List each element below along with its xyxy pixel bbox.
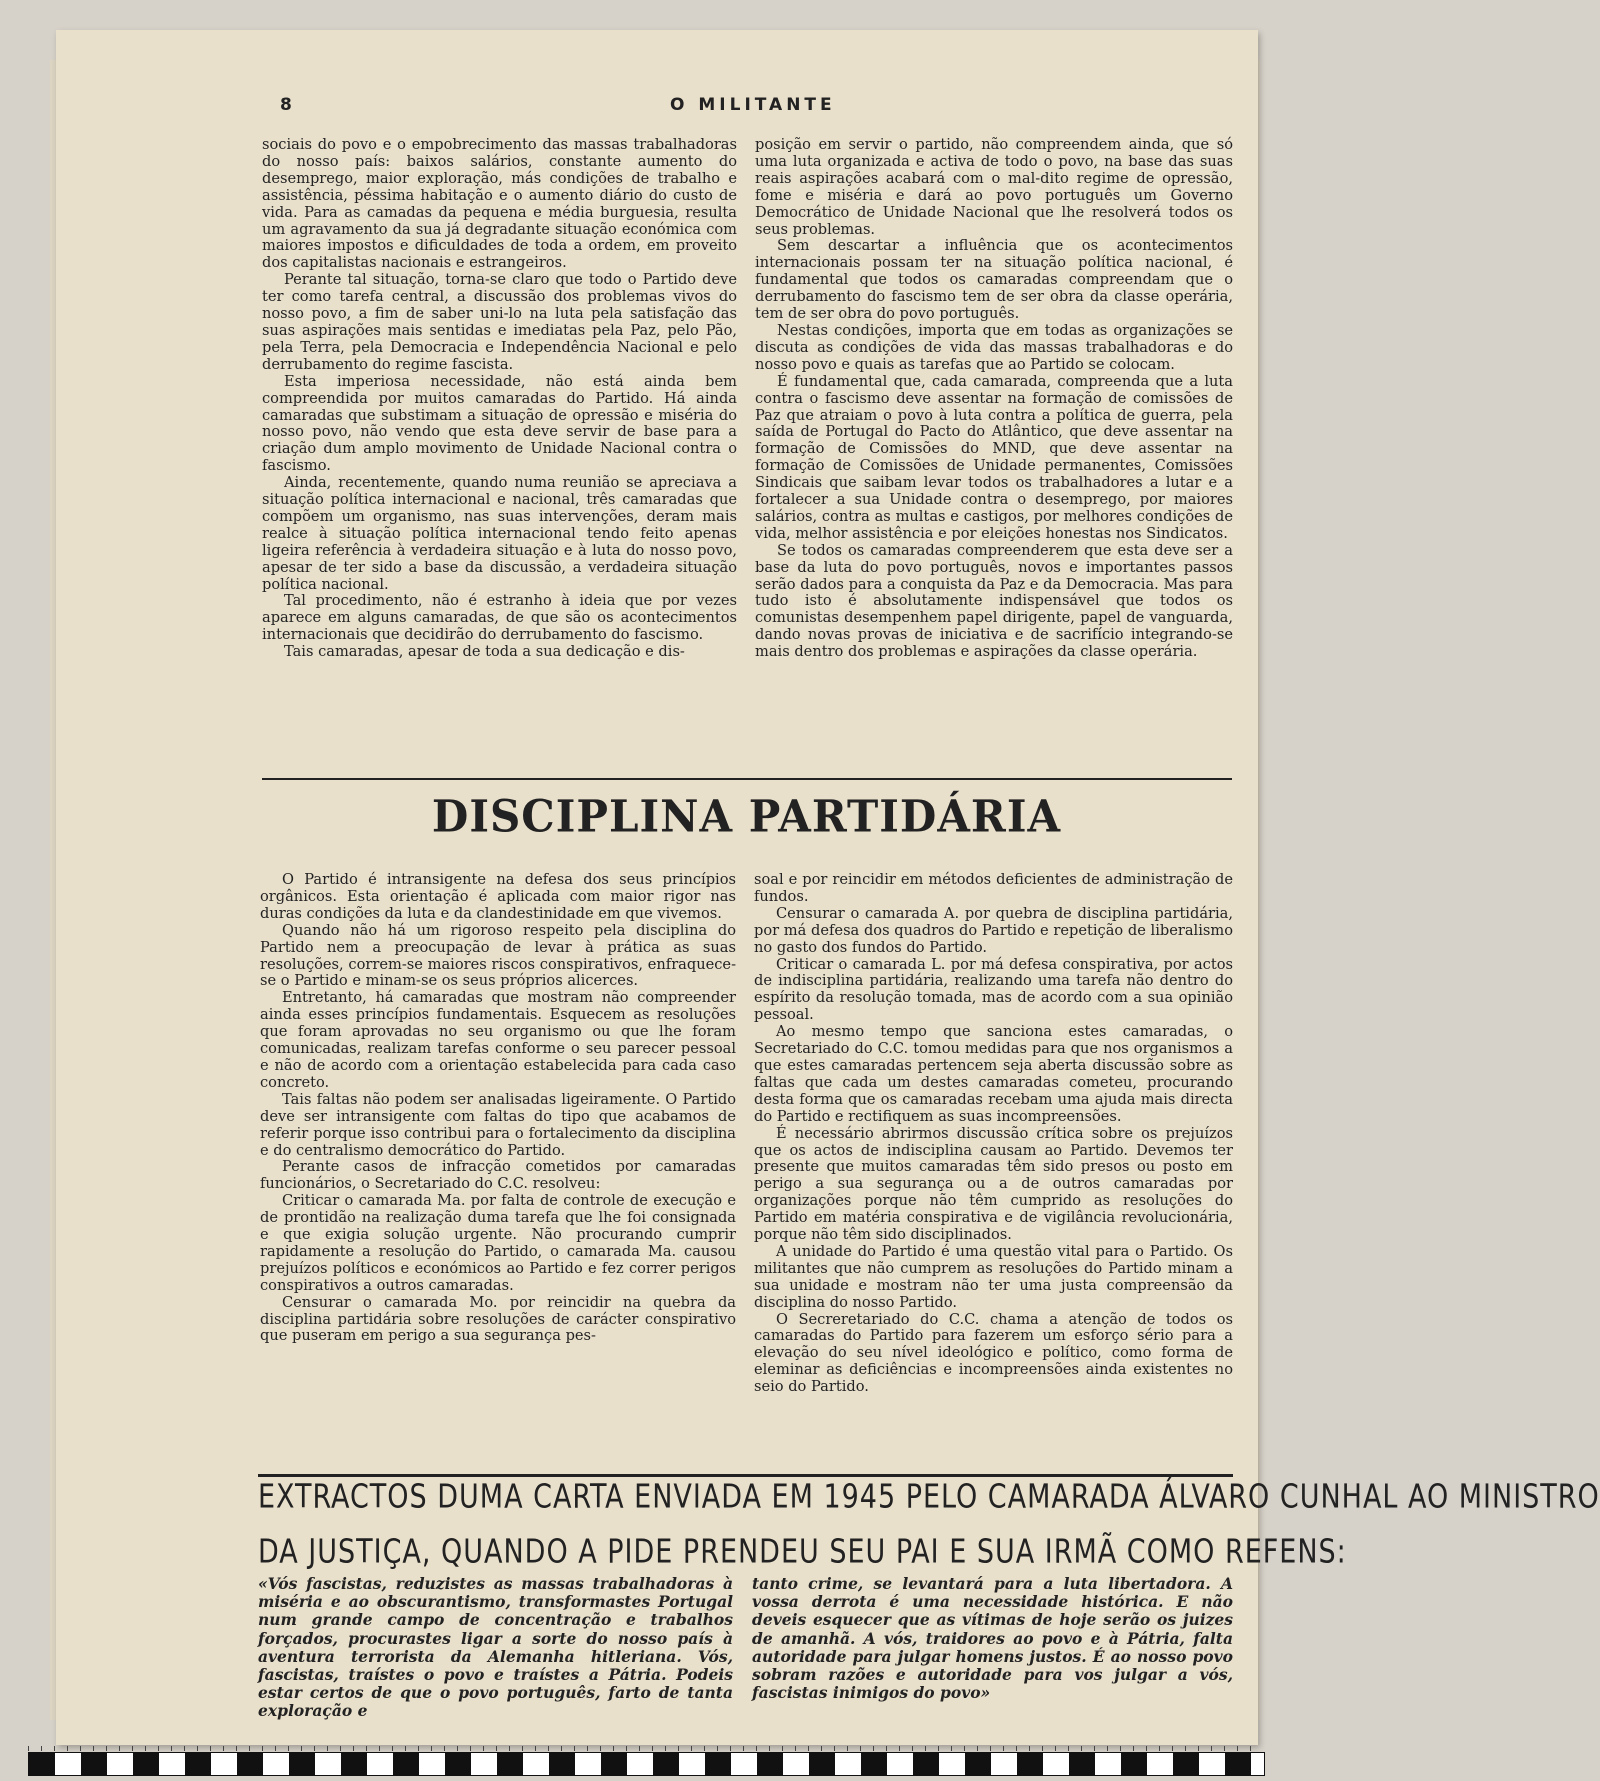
paragraph: O Secreretariado do C.C. chama a atenção de todos os camaradas do Partido para fazerem um esforço sério para a elevação do seu nível ideológico e político, como forma de eleminar as deficiências e incompreensões ainda existentes no seio do Partido.: [754, 1310, 1233, 1396]
paragraph: Entretanto, há camaradas que mostram não compreender ainda esses princípios fundamentais. Esquecem as resoluções que foram aprovadas no seu organismo ou que lhe foram comunicadas, realizam tarefas conforme o seu parecer pessoal e não de acordo com a orientação estabelecida para cada caso concreto.: [260, 989, 736, 1091]
headline-disciplina: DISCIPLINA PARTIDÁRIA: [431, 790, 1062, 843]
paragraph: sociais do povo e o empobrecimento das massas trabalhadoras do nosso país: baixos salários, constante aumento do desemprego, maior exploração, más condições de trabalho e assistência, péssima habitação e o aumento diário do custo de vida. Para as camadas da pequena e média burguesia, resulta um agravamento da sua já degradante situação económica com maiores impostos e dificuldades de toda a ordem, em proveito dos capitalistas nacionais e estrangeiros.: [262, 136, 737, 272]
paragraph: O Partido é intransigente na defesa dos seus princípios orgânicos. Esta orientação é aplicada com maior rigor nas duras condições da luta e da clandestinidade em que vivemos.: [260, 871, 736, 922]
paragraph: Tal procedimento, não é estranho à ideia que por vezes aparece em alguns camaradas, de que são os acontecimentos internacionais que decidirão do derrubamento do fascismo.: [262, 592, 737, 644]
disciplina-column-1: [260, 872, 736, 1345]
paragraph: Ao mesmo tempo que sanciona estes camaradas, o Secretariado do C.C. tomou medidas para que nos organismos a que estes camaradas pertencem seja aberta discussão sobre as faltas que cada um destes camaradas cometeu, procurando desta forma que os camaradas recebam uma ajuda mais directa do Partido e rectifiquem as suas incompreensões.: [754, 1023, 1233, 1125]
paragraph: Esta imperiosa necessidade, não está ainda bem compreendida por muitos camaradas do Partido. Há ainda camaradas que substimam a situação de opressão e miséria do nosso povo, não vendo que esta deve servir de base para a criação dum amplo movimento de Unidade Nacional contra o fascismo.: [262, 372, 737, 475]
paragraph: Sem descartar a influência que os acontecimentos internacionais possam ter na situação política nacional, é fundamental que todos os camaradas compreendam que o derrubamento do fascismo tem de ser obra da classe operária, tem de ser obra do povo português.: [755, 237, 1233, 323]
paragraph: Criticar o camarada L. por má defesa conspirativa, por actos de indisciplina partidária, realizando uma tarefa não dentro do espírito da resolução tomada, mas de acordo com a sua opinião pessoal.: [754, 955, 1233, 1024]
paragraph: Perante casos de infracção cometidos por camaradas funcionários, o Secretariado do C.C. resolveu:: [260, 1158, 736, 1193]
paragraph: A unidade do Partido é uma questão vital para o Partido. Os militantes que não cumprem as resoluções do Partido minam a sua unidade e mostram não ter uma justa compreensão da disciplina do nosso Partido.: [754, 1242, 1233, 1311]
extract-title-line-2: DA JUSTIÇA, QUANDO A PIDE PRENDEU SEU PAI E SUA IRMÃ COMO REFENS:: [258, 1532, 1347, 1572]
paragraph: Tais camaradas, apesar de toda a sua dedicação e dis-: [284, 643, 685, 661]
extract-column-1: «Vós fascistas, reduzistes as massas trabalhadoras à miséria e ao obscurantismo, transformastes Portugal num grande campo de concentração e trabalhos forçados, procurastes ligar a sorte do nosso país à aventura terrorista da Alemanha hitleriana. Vós, fascistas, traístes o povo e traístes a Pátria. Podeis estar certos de que o povo português, farto de tanta exploração e: [258, 1574, 733, 1721]
paragraph: soal e por reincidir em métodos deficientes de administração de fundos.: [754, 871, 1233, 905]
paragraph: Ainda, recentemente, quando numa reunião se apreciava a situação política internacional e nacional, três camaradas que compõem um organismo, nas suas intervenções, deram mais realce à situação política internacional tendo feito apenas ligeira referência à verdadeira situação e à luta do nosso povo, apesar de ter sido a base da discussão, a verdadeira situação política nacional.: [262, 474, 737, 593]
paragraph: Perante tal situação, torna-se claro que todo o Partido deve ter como tarefa central, a discussão dos problemas vivos do nosso povo, a fim de saber uni-lo na luta pela satisfação das suas aspirações mais sentidas e imediatas pela Paz, pelo Pão, pela Terra, pela Democracia e Independência Nacional e pelo derrubamento do regime fascista.: [262, 271, 737, 373]
page-header: [280, 95, 1200, 123]
paragraph: Tais faltas não podem ser analisadas ligeiramente. O Partido deve ser intransigente com faltas do tipo que acabamos de referir porque isso contribui para o fortalecimento da disciplina e do centralismo democrático do Partido.: [260, 1090, 736, 1159]
paragraph: Criticar o camarada Ma. por falta de controle de execução e de prontidão na realização duma tarefa que lhe foi consignada e que exigia solução urgente. Não procurando cumprir rapidamente a resolução do Partido, o camarada Ma. causou prejuízos políticos e económicos ao Partido e fez correr perigos conspirativos a outros camaradas.: [260, 1192, 736, 1294]
paragraph: Quando não há um rigoroso respeito pela disciplina do Partido nem a preocupação de levar à prática as suas resoluções, correm-se maiores riscos conspirativos, enfraquece-se o Partido e minam-se os seus próprios alicerces.: [260, 921, 736, 990]
paragraph: É necessário abrirmos discussão crítica sobre os prejuízos que os actos de indisciplina causam ao Partido. Devemos ter presente que muitos camaradas têm sido presos ou posto em perigo a sua segurança ou a de outros camaradas por organizações porque não têm cumprido as resoluções do Partido em matéria conspirativa e de vigilância revolucionária, porque não têm sido disciplinados.: [754, 1124, 1233, 1244]
paragraph: É fundamental que, cada camarada, compreenda que a luta contra o fascismo deve assentar na formação de comissões de Paz que atraiam o povo à luta contra a política de guerra, pela saída de Portugal do Pacto do Atlântico, que deve assentar na formação de Comissões do MND, que deve assentar na formação de Comissões de Unidade permanentes, Comissões Sindicais que saibam levar todos os trabalhadores a lutar e a fortalecer a sua Unidade contra o desemprego, por maiores salários, contra as multas e castigos, por melhores condições de vida, melhor assistência e por eleições honestas nos Sindicatos.: [755, 372, 1233, 542]
page-number: 8: [280, 95, 296, 115]
scale-ruler-ticks: [28, 1746, 1263, 1751]
paragraph: Censurar o camarada Mo. por reincidir na quebra da disciplina partidária sobre resoluções de carácter conspirativo que puseram em perigo a sua segurança pes-: [260, 1293, 736, 1345]
scale-ruler: [28, 1752, 1265, 1776]
top-article-column-1: [262, 137, 737, 661]
disciplina-column-2: [754, 872, 1233, 1396]
extract-title-line-1: EXTRACTOS DUMA CARTA ENVIADA EM 1945 PELO CAMARADA ÁLVARO CUNHAL AO MINISTRO: [258, 1477, 1600, 1517]
paragraph: Censurar o camarada A. por quebra de disciplina partidária, por má defesa dos quadros do Partido e repetição de liberalismo no gasto dos fundos do Partido.: [754, 904, 1233, 956]
extract-column-2: tanto crime, se levantará para a luta libertadora. A vossa derrota é uma necessidade histórica. E não deveis esquecer que as vítimas de hoje serão os juizes de amanhã. A vós, traidores ao povo e à Pátria, falta autoridade para julgar homens justos. É ao nosso povo sobram razões e autoridade para vos julgar a vós, fascistas inimigos do povo»: [752, 1574, 1233, 1703]
extract-title: [258, 1470, 1600, 1580]
paragraph: Nestas condições, importa que em todas as organizações se discuta as condições de vida das massas trabalhadoras e do nosso povo e quais as tarefas que ao Partido se colocam.: [755, 321, 1233, 373]
section-divider: [262, 778, 1232, 780]
paragraph: posição em servir o partido, não compreendem ainda, que só uma luta organizada e activa de todo o povo, na base das suas reais aspirações acabará com o mal-dito regime de opressão, fome e miséria e dará ao povo português um Governo Democrático de Unidade Nacional que lhe resolverá todos os seus problemas.: [755, 136, 1233, 238]
top-article-column-2: [755, 137, 1233, 661]
masthead-title: O MILITANTE: [670, 95, 836, 115]
paragraph: Se todos os camaradas compreenderem que esta deve ser a base da luta do povo português, novos e importantes passos serão dados para a conquista da Paz e da Democracia. Mas para tudo isto é absolutamente indispensável que todos os comunistas desempenhem papel dirigente, papel de vanguarda, dando novas provas de iniciativa e de sacrifício integrando-se mais dentro dos problemas e aspirações da classe operária.: [755, 541, 1233, 661]
